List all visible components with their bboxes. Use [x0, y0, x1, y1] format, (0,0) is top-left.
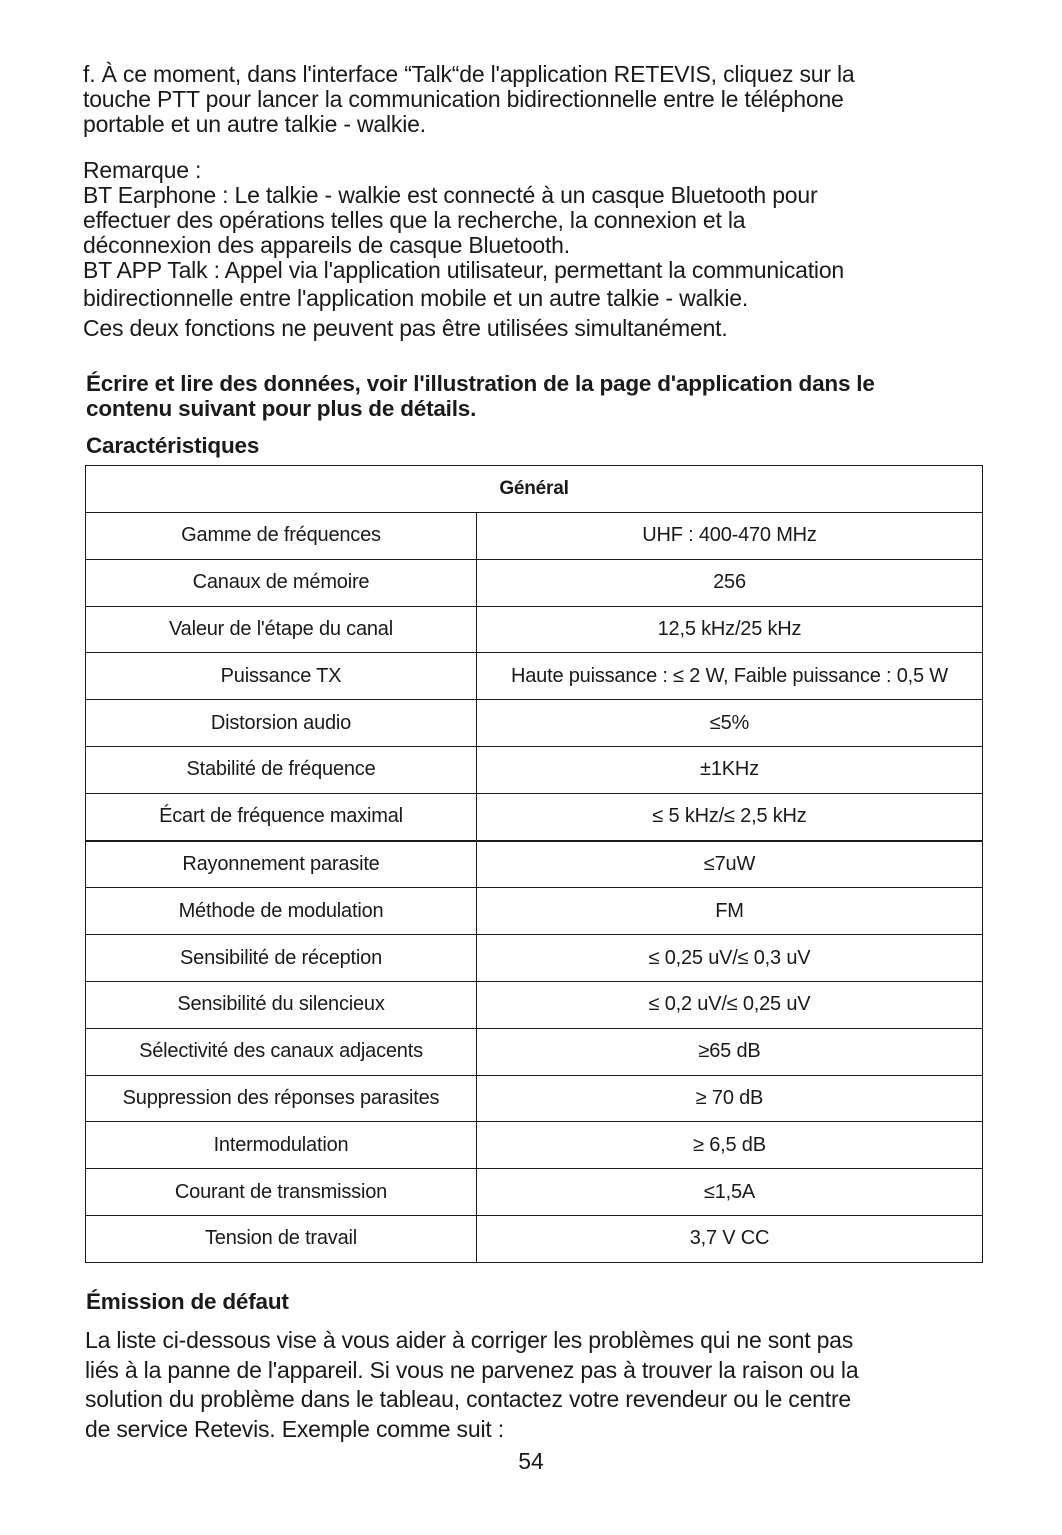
spec-label: Courant de transmission: [86, 1169, 477, 1216]
spec-label: Distorsion audio: [86, 700, 477, 747]
spec-row: [86, 841, 983, 888]
spec-row: [86, 606, 983, 653]
spec-label: Puissance TX: [86, 653, 477, 700]
read-write-note: [86, 371, 875, 421]
spec-row: [86, 1028, 983, 1075]
spec-value: ±1KHz: [477, 746, 983, 793]
intro-line: f. À ce moment, dans l'interface “Talk“de l'application RETEVIS, cliquez sur la: [83, 61, 855, 87]
spec-value: ≤ 0,2 uV/≤ 0,25 uV: [477, 981, 983, 1028]
spec-label: Écart de fréquence maximal: [86, 793, 477, 840]
intro-paragraph: [83, 62, 983, 137]
spec-value: ≤ 0,25 uV/≤ 0,3 uV: [477, 935, 983, 982]
spec-row: [86, 1169, 983, 1216]
spec-row: [86, 981, 983, 1028]
spec-value: ≤ 5 kHz/≤ 2,5 kHz: [477, 793, 983, 840]
page-number: 54: [518, 1448, 544, 1474]
spec-row: [86, 746, 983, 793]
troubleshooting-line: solution du problème dans le tableau, contactez votre revendeur ou le centre: [85, 1386, 852, 1412]
specs-table-body: [86, 513, 983, 1263]
specs-table: [85, 465, 983, 1263]
spec-row: [86, 559, 983, 606]
spec-row: [86, 653, 983, 700]
remark-line: bidirectionnelle entre l'application mobile et un autre talkie - walkie.: [83, 285, 749, 311]
spec-value: ≥65 dB: [477, 1028, 983, 1075]
intro-line: touche PTT pour lancer la communication bidirectionnelle entre le téléphone: [83, 86, 844, 112]
spec-label: Méthode de modulation: [86, 888, 477, 935]
spec-row: [86, 888, 983, 935]
spec-row: [86, 1122, 983, 1169]
remark-line: Ces deux fonctions ne peuvent pas être utilisées simultanément.: [83, 315, 728, 341]
spec-value: 3,7 V CC: [477, 1215, 983, 1262]
specs-table-header-row: [86, 466, 983, 513]
intro-line: portable et un autre talkie - walkie.: [83, 111, 426, 137]
spec-row: [86, 1075, 983, 1122]
spec-value: ≥ 6,5 dB: [477, 1122, 983, 1169]
read-write-note-line: Écrire et lire des données, voir l'illustration de la page d'application dans le: [86, 371, 875, 396]
remark-line: effectuer des opérations telles que la recherche, la connexion et la: [83, 207, 746, 233]
spec-label: Sélectivité des canaux adjacents: [86, 1028, 477, 1075]
spec-value: FM: [477, 888, 983, 935]
remark-line: BT APP Talk : Appel via l'application utilisateur, permettant la communication: [83, 257, 844, 283]
troubleshooting-line: La liste ci-dessous vise à vous aider à corriger les problèmes qui ne sont pas: [85, 1327, 854, 1353]
remark-line: BT Earphone : Le talkie - walkie est connecté à un casque Bluetooth pour: [83, 182, 818, 208]
remark-line: déconnexion des appareils de casque Bluetooth.: [83, 232, 570, 258]
spec-label: Rayonnement parasite: [86, 841, 477, 888]
read-write-note-line: contenu suivant pour plus de détails.: [86, 396, 477, 421]
spec-value: ≤5%: [477, 700, 983, 747]
spec-value: Haute puissance : ≤ 2 W, Faible puissance : 0,5 W: [477, 653, 983, 700]
specs-table-header: Général: [86, 466, 983, 513]
spec-value: 12,5 kHz/25 kHz: [477, 606, 983, 653]
troubleshooting-line: liés à la panne de l'appareil. Si vous ne parvenez pas à trouver la raison ou la: [85, 1356, 859, 1383]
spec-value: ≤1,5A: [477, 1169, 983, 1216]
spec-label: Intermodulation: [86, 1122, 477, 1169]
spec-label: Suppression des réponses parasites: [86, 1075, 477, 1122]
spec-label: Stabilité de fréquence: [86, 746, 477, 793]
spec-value: UHF : 400-470 MHz: [477, 513, 983, 560]
spec-row: [86, 1215, 983, 1262]
spec-label: Sensibilité de réception: [86, 935, 477, 982]
specs-heading: Caractéristiques: [86, 433, 260, 458]
spec-row: [86, 935, 983, 982]
troubleshooting-paragraph: [85, 1326, 985, 1444]
troubleshooting-line: de service Retevis. Exemple comme suit :: [85, 1415, 504, 1442]
spec-value: ≥ 70 dB: [477, 1075, 983, 1122]
spec-label: Gamme de fréquences: [86, 513, 477, 560]
spec-row: [86, 700, 983, 747]
spec-value: ≤7uW: [477, 841, 983, 888]
spec-row: [86, 513, 983, 560]
spec-label: Sensibilité du silencieux: [86, 981, 477, 1028]
remark-paragraph: [83, 158, 983, 343]
spec-label: Canaux de mémoire: [86, 559, 477, 606]
remark-title: Remarque :: [83, 157, 202, 183]
spec-label: Valeur de l'étape du canal: [86, 606, 477, 653]
spec-value: 256: [477, 559, 983, 606]
troubleshooting-heading: Émission de défaut: [86, 1289, 289, 1314]
spec-row: [86, 793, 983, 840]
spec-label: Tension de travail: [86, 1215, 477, 1262]
